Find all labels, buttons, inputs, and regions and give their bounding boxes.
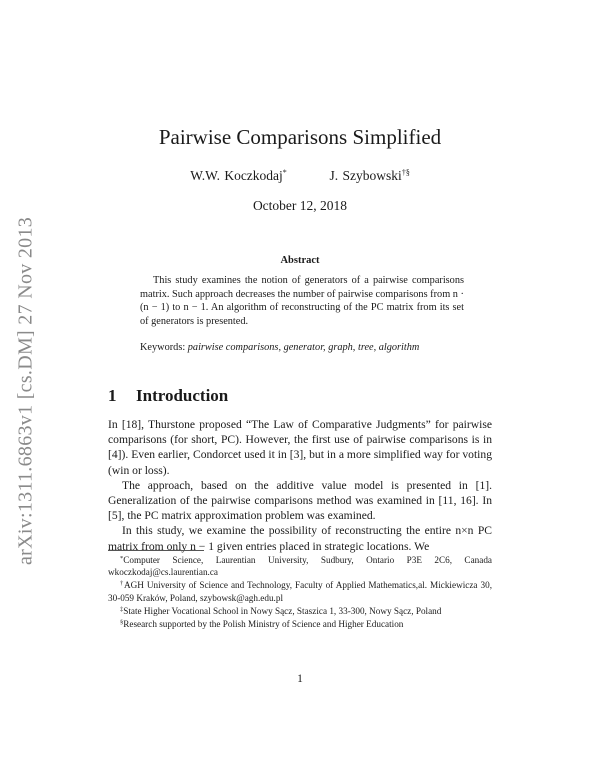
footnote-rule <box>108 550 204 551</box>
footnotes <box>108 553 492 630</box>
section-body <box>108 417 492 554</box>
footnote-mark: § <box>120 619 124 627</box>
footnote: †AGH University of Science and Technology, Faculty of Applied Mathematics,al. Mickiewicza 30, 30-059 Kraków, Poland, szybowsk@agh.edu.pl <box>108 580 492 603</box>
paragraph: The approach, based on the additive value model is presented in [1]. Generalization of the pairwise comparisons method was examined in [11, 16]. In [5], the PC matrix approximation problem was examined. <box>108 478 492 523</box>
section-heading <box>108 386 228 406</box>
footnote: ‡State Higher Vocational School in Nowy Sącz, Staszica 1, 33-300, Nowy Sącz, Poland <box>120 605 442 616</box>
author-name: W.W. Koczkodaj <box>190 168 283 183</box>
keywords-label: Keywords: <box>140 342 186 353</box>
paper-title: Pairwise Comparisons Simplified <box>158 125 442 149</box>
author-mark: †§ <box>401 168 410 177</box>
abstract-text: This study examines the notion of generators of a pairwise comparisons matrix. Such approach decreases the number of pairwise comparisons from n · (n − 1) to n − 1. An algorithm of reconstructing of the PC matrix from its set of generators is presented. <box>140 275 464 327</box>
page-number: 1 <box>297 673 303 685</box>
footnote-mark: † <box>120 580 124 588</box>
keywords-list: pairwise comparisons, generator, graph, tree, algorithm <box>187 342 420 353</box>
footnote: *Computer Science, Laurentian University, Sudbury, Ontario P3E 2C6, Canada wkoczkodaj@cs.laurentian.ca <box>108 555 492 578</box>
paper-date: October 12, 2018 <box>252 198 348 213</box>
arxiv-id: arXiv:1311.6863v1 [cs.DM] 27 Nov 2013 <box>14 216 37 566</box>
section-title: Introduction <box>136 386 229 405</box>
footnote-mark: ‡ <box>120 605 124 613</box>
paragraph: In this study, we examine the possibility of reconstructing the entire n×n PC matrix from only n − 1 given entries placed in strategic locations. We <box>108 524 492 553</box>
footnote-mark: * <box>120 555 124 562</box>
author-list <box>0 168 600 184</box>
abstract-heading: Abstract <box>280 255 320 266</box>
paragraph: In [18], Thurstone proposed “The Law of Comparative Judgments” for pairwise comparisons (for short, PC). However, the first use of pairwise comparisons is in [4]). Even earlier, Condorcet used it in [3], but in a more simplified way for voting (win or loss). <box>108 418 492 477</box>
footnote: §Research supported by the Polish Ministry of Science and Higher Education <box>120 619 404 630</box>
author-name: J. Szybowski <box>329 168 402 183</box>
keywords <box>140 341 470 355</box>
author-mark: * <box>282 168 287 177</box>
section-number: 1 <box>108 386 117 405</box>
